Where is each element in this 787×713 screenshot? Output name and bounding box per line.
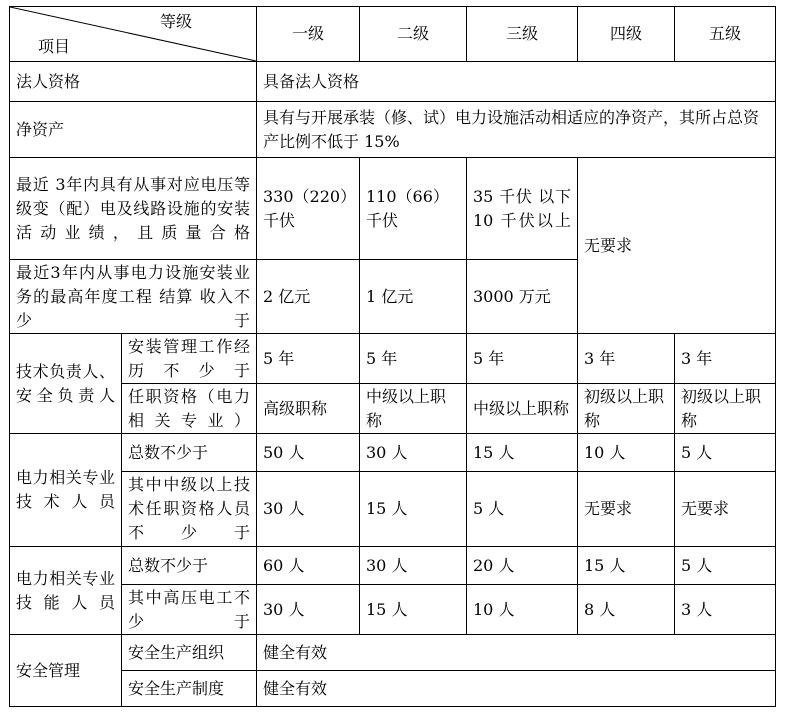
title-grade-5: 初级以上职称 bbox=[675, 384, 776, 434]
safety-org-label: 安全生产组织 bbox=[122, 635, 257, 671]
experience-grade-4: 3 年 bbox=[578, 334, 675, 384]
grade-5-header: 五级 bbox=[675, 7, 776, 62]
title-label: 任职资格（电力相关专业） bbox=[122, 384, 257, 434]
tech-leader-label: 技术负责人、安全负责人 bbox=[10, 334, 122, 434]
skill-staff-total-grade-2: 30 人 bbox=[360, 547, 467, 585]
tech-staff-mid-grade-4: 无要求 bbox=[578, 472, 675, 547]
tech-staff-total-grade-4: 10 人 bbox=[578, 434, 675, 472]
performance-grade-4-5: 无要求 bbox=[578, 158, 776, 334]
table-row bbox=[10, 547, 776, 585]
skill-staff-hv-grade-1: 30 人 bbox=[257, 585, 360, 635]
qualification-table bbox=[9, 6, 776, 707]
title-grade-4: 初级以上职称 bbox=[578, 384, 675, 434]
net-assets-value: 具有与开展承装（修、试）电力设施活动相适应的净资产，其所占总资产比例不低于 15% bbox=[257, 102, 776, 158]
experience-grade-1: 5 年 bbox=[257, 334, 360, 384]
skill-staff-total-grade-1: 60 人 bbox=[257, 547, 360, 585]
skill-staff-hv-label: 其中高压电工不少于 bbox=[122, 585, 257, 635]
skill-staff-total-grade-5: 5 人 bbox=[675, 547, 776, 585]
table-row bbox=[10, 384, 776, 434]
tech-staff-total-grade-3: 15 人 bbox=[467, 434, 578, 472]
item-header-label: 项目 bbox=[38, 37, 71, 56]
title-grade-1: 高级职称 bbox=[257, 384, 360, 434]
tech-staff-mid-grade-2: 15 人 bbox=[360, 472, 467, 547]
skill-staff-label: 电力相关专业技能人员 bbox=[10, 547, 122, 635]
tech-staff-total-label: 总数不少于 bbox=[122, 434, 257, 472]
table-row bbox=[10, 434, 776, 472]
settlement-grade-3: 3000 万元 bbox=[467, 260, 578, 334]
legal-label: 法人资格 bbox=[10, 62, 257, 102]
tech-staff-total-grade-5: 5 人 bbox=[675, 434, 776, 472]
tech-staff-mid-grade-3: 5 人 bbox=[467, 472, 578, 547]
performance-grade-3: 35 千伏 以下 10 千伏以上 bbox=[467, 158, 578, 260]
safety-system-label: 安全生产制度 bbox=[122, 671, 257, 707]
experience-grade-5: 3 年 bbox=[675, 334, 776, 384]
safety-org-value: 健全有效 bbox=[257, 635, 776, 671]
tech-staff-total-grade-1: 50 人 bbox=[257, 434, 360, 472]
safety-system-value: 健全有效 bbox=[257, 671, 776, 707]
tech-staff-mid-label: 其中中级以上技术任职资格人员不少于 bbox=[122, 472, 257, 547]
skill-staff-total-grade-3: 20 人 bbox=[467, 547, 578, 585]
grade-2-header: 二级 bbox=[360, 7, 467, 62]
table-row bbox=[10, 334, 776, 384]
skill-staff-hv-grade-2: 15 人 bbox=[360, 585, 467, 635]
performance-label: 最近 3年内具有从事对应电压等级变（配）电及线路设施的安装活动业绩，且质量合格 bbox=[10, 158, 257, 260]
header-corner-cell bbox=[10, 7, 257, 62]
table-row bbox=[10, 635, 776, 671]
net-assets-label: 净资产 bbox=[10, 102, 257, 158]
table-row bbox=[10, 158, 776, 260]
grade-header-label: 等级 bbox=[159, 12, 192, 31]
skill-staff-hv-grade-3: 10 人 bbox=[467, 585, 578, 635]
table-row bbox=[10, 102, 776, 158]
table-row bbox=[10, 671, 776, 707]
header-row bbox=[10, 7, 776, 62]
performance-grade-1: 330（220）千伏 bbox=[257, 158, 360, 260]
settlement-grade-2: 1 亿元 bbox=[360, 260, 467, 334]
tech-staff-total-grade-2: 30 人 bbox=[360, 434, 467, 472]
tech-staff-label: 电力相关专业技术人员 bbox=[10, 434, 122, 547]
table-row bbox=[10, 585, 776, 635]
grade-3-header: 三级 bbox=[467, 7, 578, 62]
settlement-label: 最近3年内从事电力设施安装业务的最高年度工程 结算 收入不少于 bbox=[10, 260, 257, 334]
skill-staff-hv-grade-5: 3 人 bbox=[675, 585, 776, 635]
title-grade-2: 中级以上职称 bbox=[360, 384, 467, 434]
table-row bbox=[10, 472, 776, 547]
legal-value: 具备法人资格 bbox=[257, 62, 776, 102]
skill-staff-hv-grade-4: 8 人 bbox=[578, 585, 675, 635]
skill-staff-total-label: 总数不少于 bbox=[122, 547, 257, 585]
tech-staff-mid-grade-1: 30 人 bbox=[257, 472, 360, 547]
table-row bbox=[10, 62, 776, 102]
performance-grade-2: 110（66）千伏 bbox=[360, 158, 467, 260]
grade-1-header: 一级 bbox=[257, 7, 360, 62]
grade-4-header: 四级 bbox=[578, 7, 675, 62]
experience-grade-2: 5 年 bbox=[360, 334, 467, 384]
title-grade-3: 中级以上职称 bbox=[467, 384, 578, 434]
experience-label: 安装管理工作经历不少于 bbox=[122, 334, 257, 384]
safety-label: 安全管理 bbox=[10, 635, 122, 707]
tech-staff-mid-grade-5: 无要求 bbox=[675, 472, 776, 547]
skill-staff-total-grade-4: 15 人 bbox=[578, 547, 675, 585]
experience-grade-3: 5 年 bbox=[467, 334, 578, 384]
settlement-grade-1: 2 亿元 bbox=[257, 260, 360, 334]
